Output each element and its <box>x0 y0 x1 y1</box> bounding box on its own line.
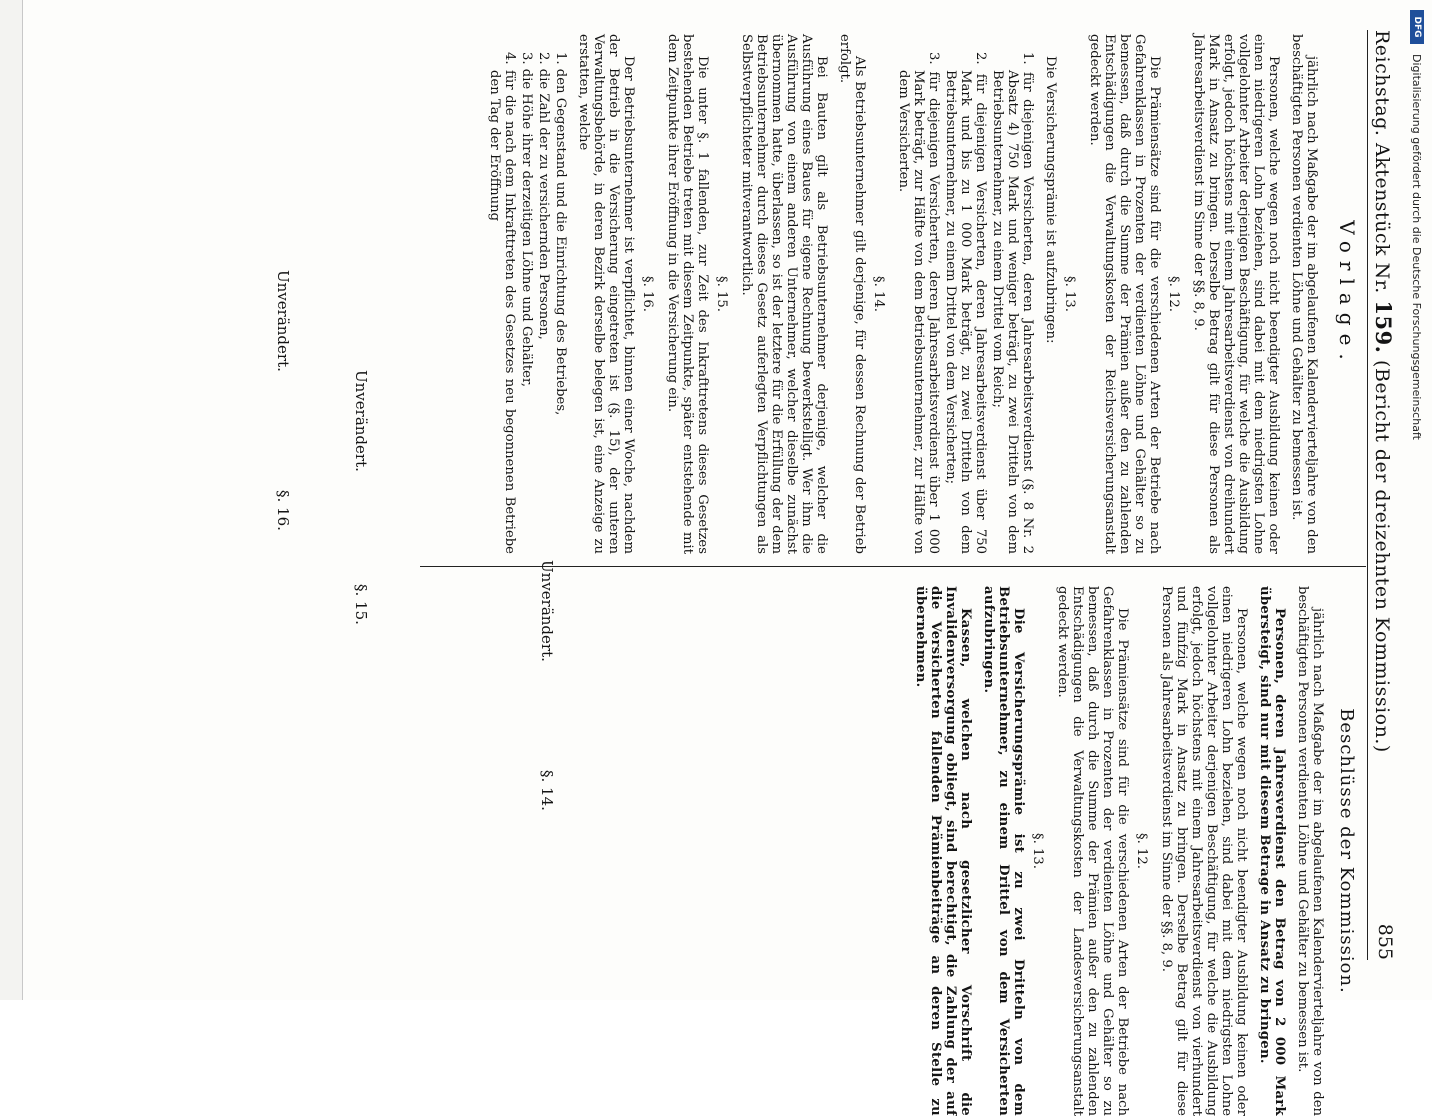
column-divider <box>420 566 1366 567</box>
left-s13-intro: Die Versicherungsprämie ist aufzubringen: <box>1043 56 1058 344</box>
left-s14-text2: Bei Bauten gilt als Betriebsunternehmer derjenige, welcher die Ausführung eines Baues für eigene Rechnung bewerkstelligt. Wer ihm die Ausführung von einem anderen Unternehmer, welcher dieselbe zunächst übernommen hatte, überlassen, so ist der letztere für die Erfüllung der dem Betriebsunternehmer durch dieses Gesetz auferlegten Verpflichtungen als Selbstverpflichteter mitverantwortlich. <box>739 34 829 554</box>
left-s16-item: 1. den Gegenstand und die Einrichtung des Betriebes, <box>553 52 568 416</box>
page-number: 855 <box>1374 923 1396 960</box>
left-s13-item: 1. für diejenigen Versicherten, deren Jahresarbeitsverdienst (§. 8 Nr. 2 Absatz 4) 750 Mark und weniger beträgt, zu zwei Dritteln von dem Betriebsunternehmer, zu einem Drittel vom Reich; <box>990 52 1035 554</box>
left-s15-text: Die unter §. 1 fallenden, zur Zeit des Inkrafttretens dieses Gesetzes bestehenden Betriebe treten mit diesem Zeitpunkte, später entstehende mit dem Zeitpunkte ihrer Eröffnung in die Versicherung ein. <box>665 34 710 554</box>
unchanged-14: Unverändert. <box>538 560 556 662</box>
left-column <box>485 34 1360 554</box>
left-s16-text: Der Betriebsunternehmer ist verpflichtet, binnen einer Woche, nachdem der Betrieb in die Versicherung eingetreten ist (§. 15), der unteren Verwaltungsbehörde, in deren Bezirk derselbe belegen ist, eine Anzeige zu erstatten, welche <box>576 34 636 554</box>
left-section-12: §. 12. <box>1166 276 1181 312</box>
left-column-title: Vorlage. <box>1335 220 1359 368</box>
header-rule <box>1367 30 1368 960</box>
left-s16-item: 4. für die nach dem Inkrafttreten des Gesetzes neu begonnenen Betriebe den Tag der Eröffnung <box>487 52 517 554</box>
left-section-15: §. 15. <box>714 276 729 312</box>
right-section-14: §. 14. <box>538 770 556 811</box>
left-s13-item: 2. für diejenigen Versicherten, deren Jahresarbeitsverdienst über 750 Mark und bis zu 1 000 Mark beträgt, zu zwei Dritteln von dem Betriebsunternehmer, zu einem Drittel von dem Versicherten; <box>943 52 988 554</box>
right-s13-bold2: Kassen, welchen nach gesetzlicher Vorschrift die Invalidenversorgung obliegt, sind berechtigt, die Zahlung der auf die Versicherten fallenden Prämienbeiträge an deren Stelle zu übernehmen. <box>913 586 973 1116</box>
left-s16-item: 3. die Höhe ihrer derzeitigen Löhne und Gehälter, <box>519 52 534 388</box>
right-s12-text: Die Prämiensätze sind für die verschiedenen Arten der Betriebe nach Gefahrenklassen in Prozenten der verdienten Löhne und Gehälter so zu bemessen, daß durch die Summe der Prämien außer den zu zahlenden Entschädigungen die Verwaltungskosten der Landesversicherungsanstalt gedeckt werden. <box>1055 586 1130 1116</box>
page-header <box>1366 30 1396 960</box>
left-s12-text: Die Prämiensätze sind für die verschiedenen Arten der Betriebe nach Gefahrenklassen in Prozenten der verdienten Löhne und Gehälter so zu bemessen, daß durch die Summe der Prämien außer den zu zahlenden Entschädigungen die Verwaltungskosten der Reichsversicherungsanstalt gedeckt werden. <box>1087 34 1162 554</box>
right-column <box>905 586 1360 1116</box>
right-section-12: §. 12. <box>1134 833 1149 869</box>
right-section-15: §. 15. <box>352 584 370 625</box>
left-s16-item: 2. die Zahl der zu versichernden Personen, <box>536 52 551 340</box>
header-paren: (Bericht der dreizehnten Kommission.) <box>1371 360 1393 753</box>
right-intro: jährlich nach Maßgabe der im abgelaufenen Kalendervierteljahre von den beschäftigten Personen verdienten Löhne und Gehälter zu bemessen ist. <box>1295 586 1325 1116</box>
left-section-13: §. 13. <box>1062 276 1077 312</box>
left-s13-item: 3. für diejenigen Versicherten, deren Jahresarbeitsverdienst über 1 000 Mark beträgt, zur Hälfte von dem Betriebsunternehmer, zur Hälfte von dem Versicherten. <box>896 52 941 554</box>
right-bold-amendment: Personen, deren Jahresverdienst den Betrag von 2 000 Mark übersteigt, sind nur mit diesem Betrage in Ansatz zu bringen. <box>1257 586 1287 1116</box>
left-section-16: §. 16. <box>640 276 655 312</box>
header-title <box>1371 30 1396 753</box>
right-column-title: Beschlüsse der Kommission. <box>1336 708 1357 994</box>
left-s14-text: Als Betriebsunternehmer gilt derjenige, für dessen Rechnung der Betrieb erfolgt. <box>837 34 867 554</box>
left-intro: jährlich nach Maßgabe der im abgelaufenen Kalendervierteljahre von den beschäftigten Personen verdienten Löhne und Gehälter zu bemessen ist. <box>1289 34 1319 554</box>
digitization-text: Digitalisierung gefördert durch die Deutsche Forschungsgemeinschaft <box>1410 54 1424 440</box>
header-number: 159. <box>1371 300 1396 354</box>
unchanged-15: Unverändert. <box>352 370 370 472</box>
dfg-logo: DFG <box>1410 10 1424 44</box>
right-section-16: §. 16. <box>274 490 292 531</box>
left-section-14: §. 14. <box>871 276 886 312</box>
right-s13-bold: Die Versicherungsprämie ist zu zwei Dritteln von dem Betriebsunternehmer, zu einem Drittel von dem Versicherten aufzubringen. <box>981 586 1026 1116</box>
right-section-13: §. 13. <box>1030 833 1045 869</box>
right-para2: Personen, welche wegen noch nicht beendigter Ausbildung keinen oder einen niedrigeren Lohn beziehen, sind dabei mit dem niedrigsten Lohne vollgelohnter Arbeiter derjenigen Beschäftigung, für welche die Ausbildung erfolgt, jedoch höchstens mit einem Jahresarbeitsverdienst von vierhundert und fünfzig Mark in Ansatz zu bringen. Derselbe Betrag gilt für diese Personen als Jahresarbeitsverdienst im Sinne der §§. 8, 9. <box>1159 586 1249 1116</box>
digitization-note <box>1402 0 1432 1000</box>
unchanged-16: Unverändert. <box>274 270 292 372</box>
left-para2: Personen, welche wegen noch nicht beendigter Ausbildung keinen oder einen niedrigeren Lohn beziehen, sind dabei mit dem niedrigsten Lohne vollgelohnter Arbeiter derjenigen Beschäftigung, für welche die Ausbildung erfolgt, jedoch höchstens mit einem Jahresarbeitsverdienst von dreihundert Mark in Ansatz zu bringen. Derselbe Betrag gilt für diese Personen als Jahresarbeitsverdienst im Sinne der §§. 8, 9. <box>1191 34 1281 554</box>
header-left: Reichstag. Aktenstück Nr. <box>1371 30 1393 294</box>
